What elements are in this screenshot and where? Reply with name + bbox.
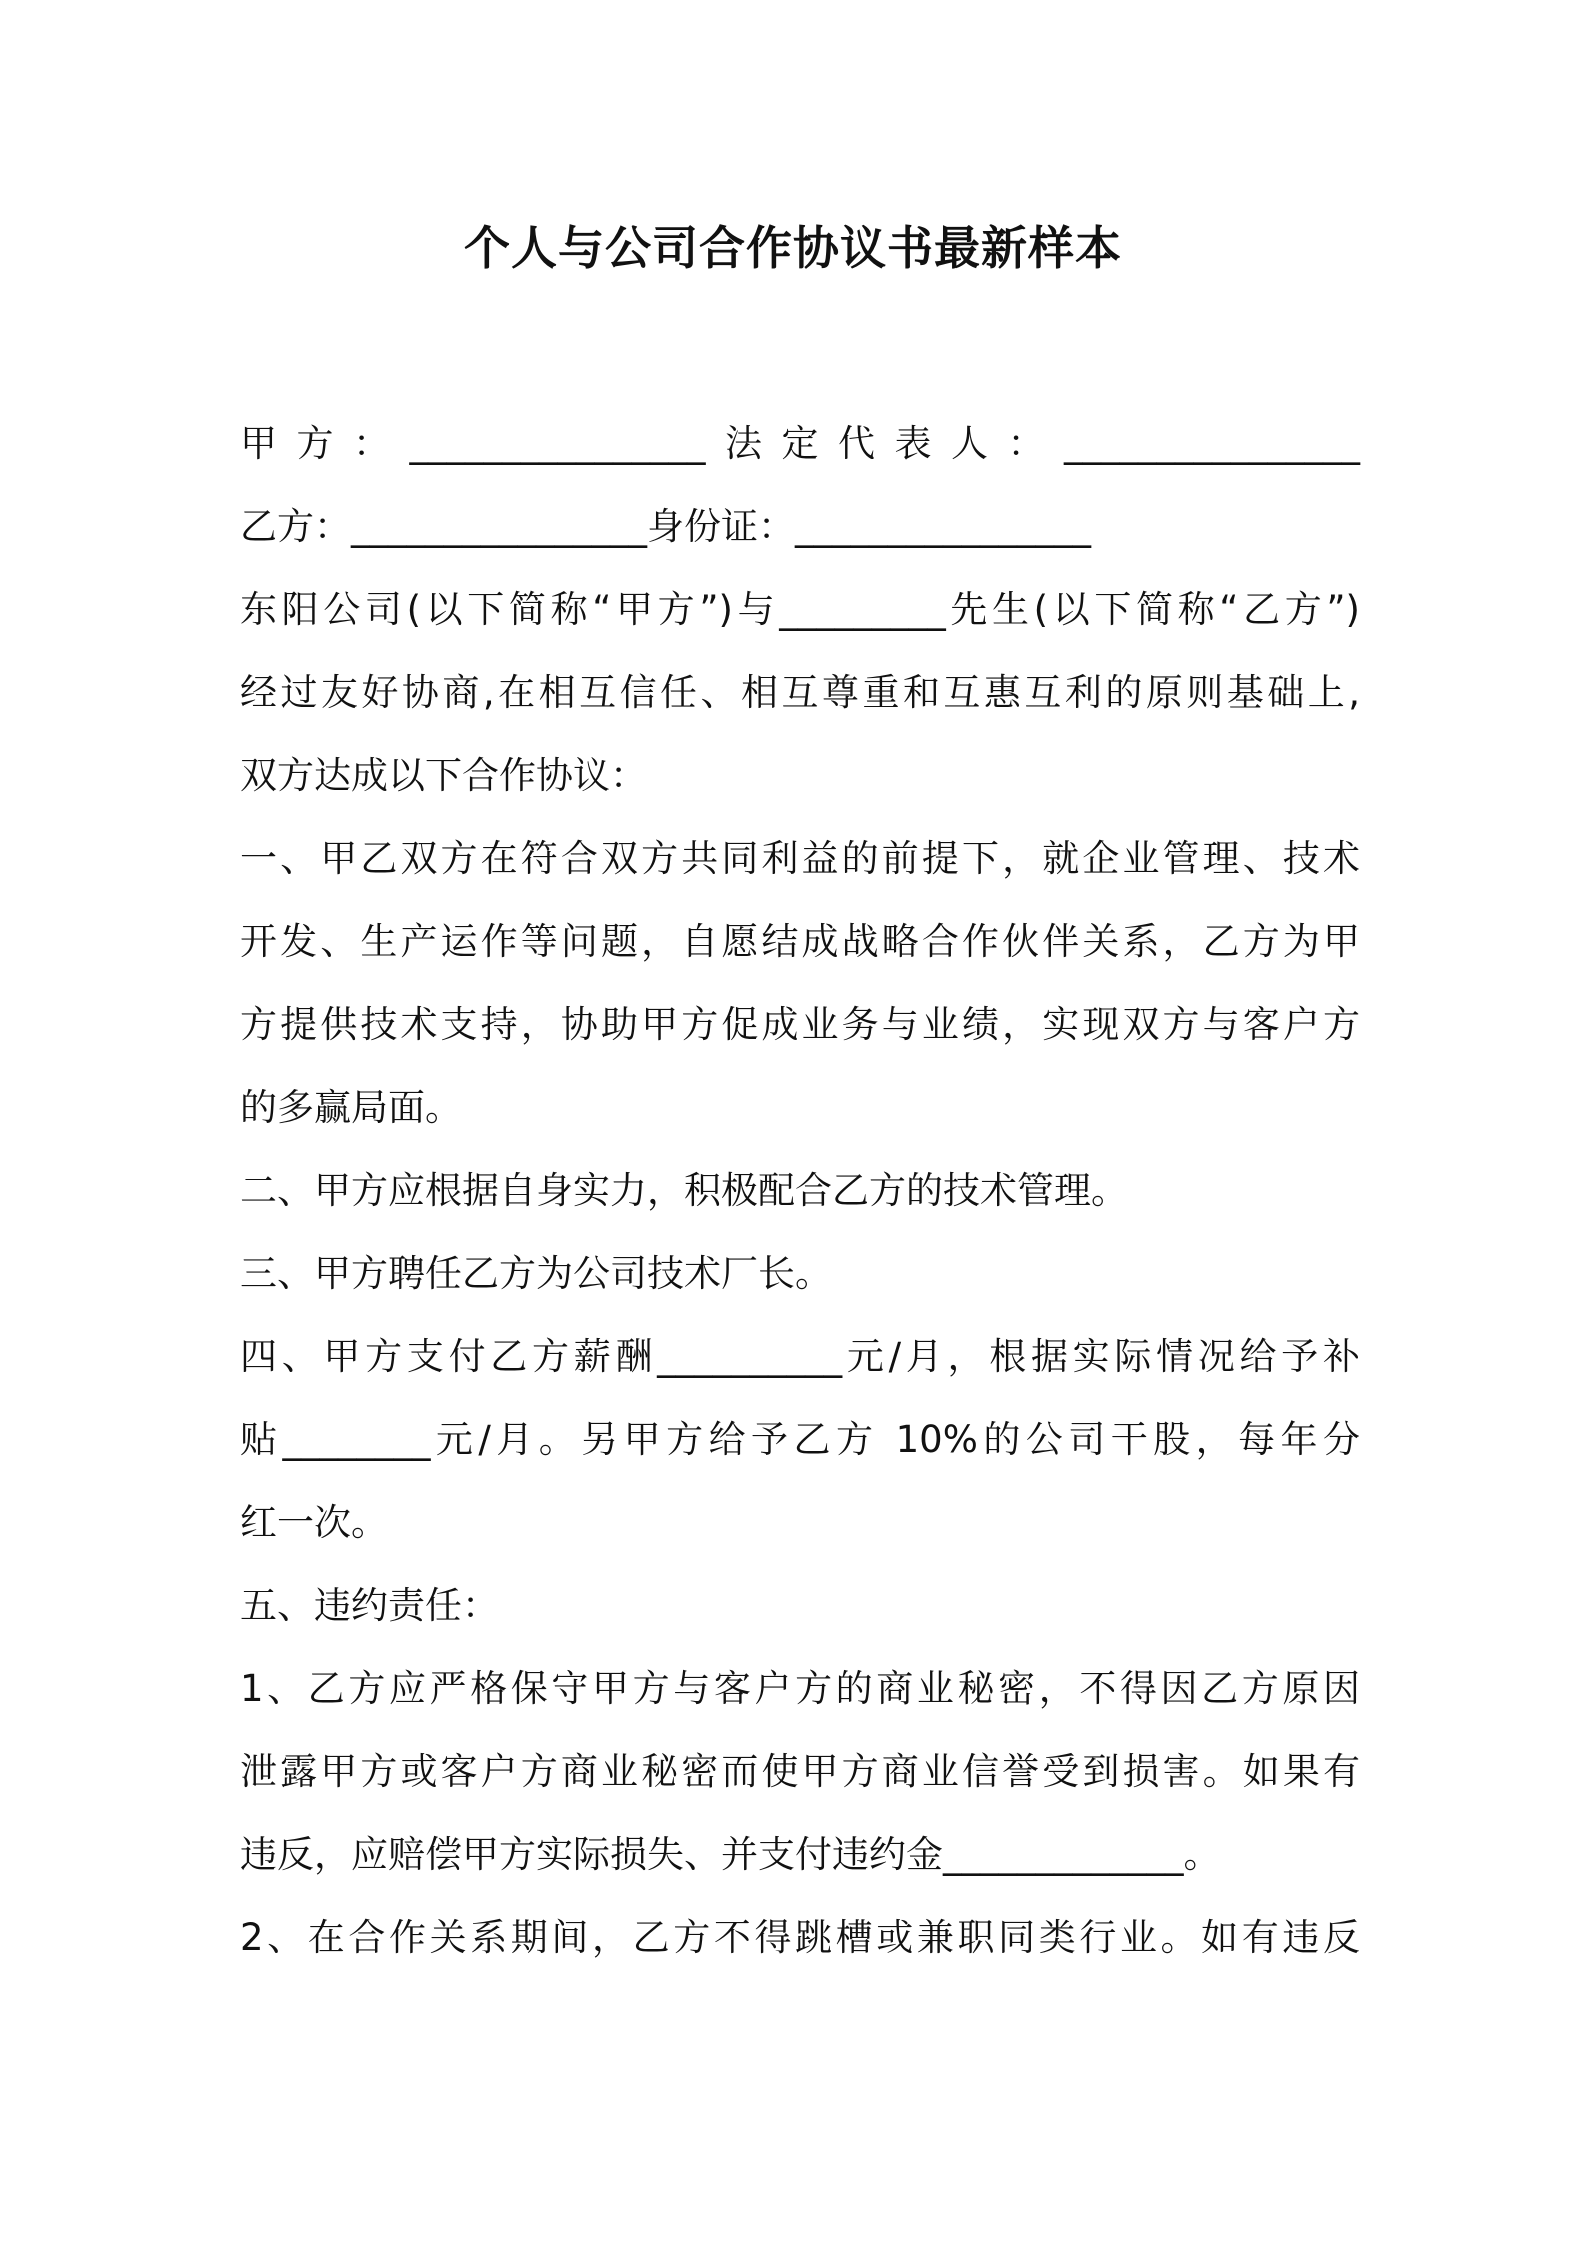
clause-2-line: 二、甲方应根据自身实力，积极配合乙方的技术管理。 (240, 1169, 1128, 1212)
paragraph-line: 东阳公司(以下简称“甲方”)与_________先生(以下简称“乙方”) (240, 588, 1360, 631)
clause-5-item-2-line: 2、在合作关系期间，乙方不得跳槽或兼职同类行业。如有违反 (240, 1916, 1360, 1959)
clause-1-line: 开发、生产运作等问题，自愿结成战略合作伙伴关系，乙方为甲 (240, 920, 1360, 963)
clause-5-item-1-line: 1、乙方应严格保守甲方与客户方的商业秘密，不得因乙方原因 (240, 1667, 1360, 1710)
clause-4-line: 四、甲方支付乙方薪酬__________元/月，根据实际情况给予补 (240, 1335, 1360, 1378)
document-title: 个人与公司合作协议书最新样本 (464, 221, 1122, 275)
paragraph-line: 双方达成以下合作协议： (240, 754, 647, 797)
clause-1-line: 的多赢局面。 (240, 1086, 462, 1129)
paragraph-line: 经过友好协商,在相互信任、相互尊重和互惠互利的原则基础上, (240, 671, 1360, 714)
clause-1-line: 方提供技术支持，协助甲方促成业务与业绩，实现双方与客户方 (240, 1003, 1360, 1046)
party-a-line: 甲方：________________法定代表人：________________ (240, 422, 1360, 465)
clause-4-line: 贴________元/月。另甲方给予乙方 10%的公司干股，每年分 (240, 1418, 1360, 1461)
clause-5-item-1-line: 违反，应赔偿甲方实际损失、并支付违约金_____________。 (240, 1833, 1221, 1876)
clause-5-item-1-line: 泄露甲方或客户方商业秘密而使甲方商业信誉受到损害。如果有 (240, 1750, 1360, 1793)
clause-1-line: 一、甲乙双方在符合双方共同利益的前提下，就企业管理、技术 (240, 837, 1360, 880)
party-b-line: 乙方：________________身份证：________________ (240, 505, 1091, 548)
clause-3-line: 三、甲方聘任乙方为公司技术厂长。 (240, 1252, 832, 1295)
clause-5-heading: 五、违约责任： (240, 1584, 499, 1627)
document-body (240, 402, 1360, 1979)
clause-4-line: 红一次。 (240, 1501, 388, 1544)
